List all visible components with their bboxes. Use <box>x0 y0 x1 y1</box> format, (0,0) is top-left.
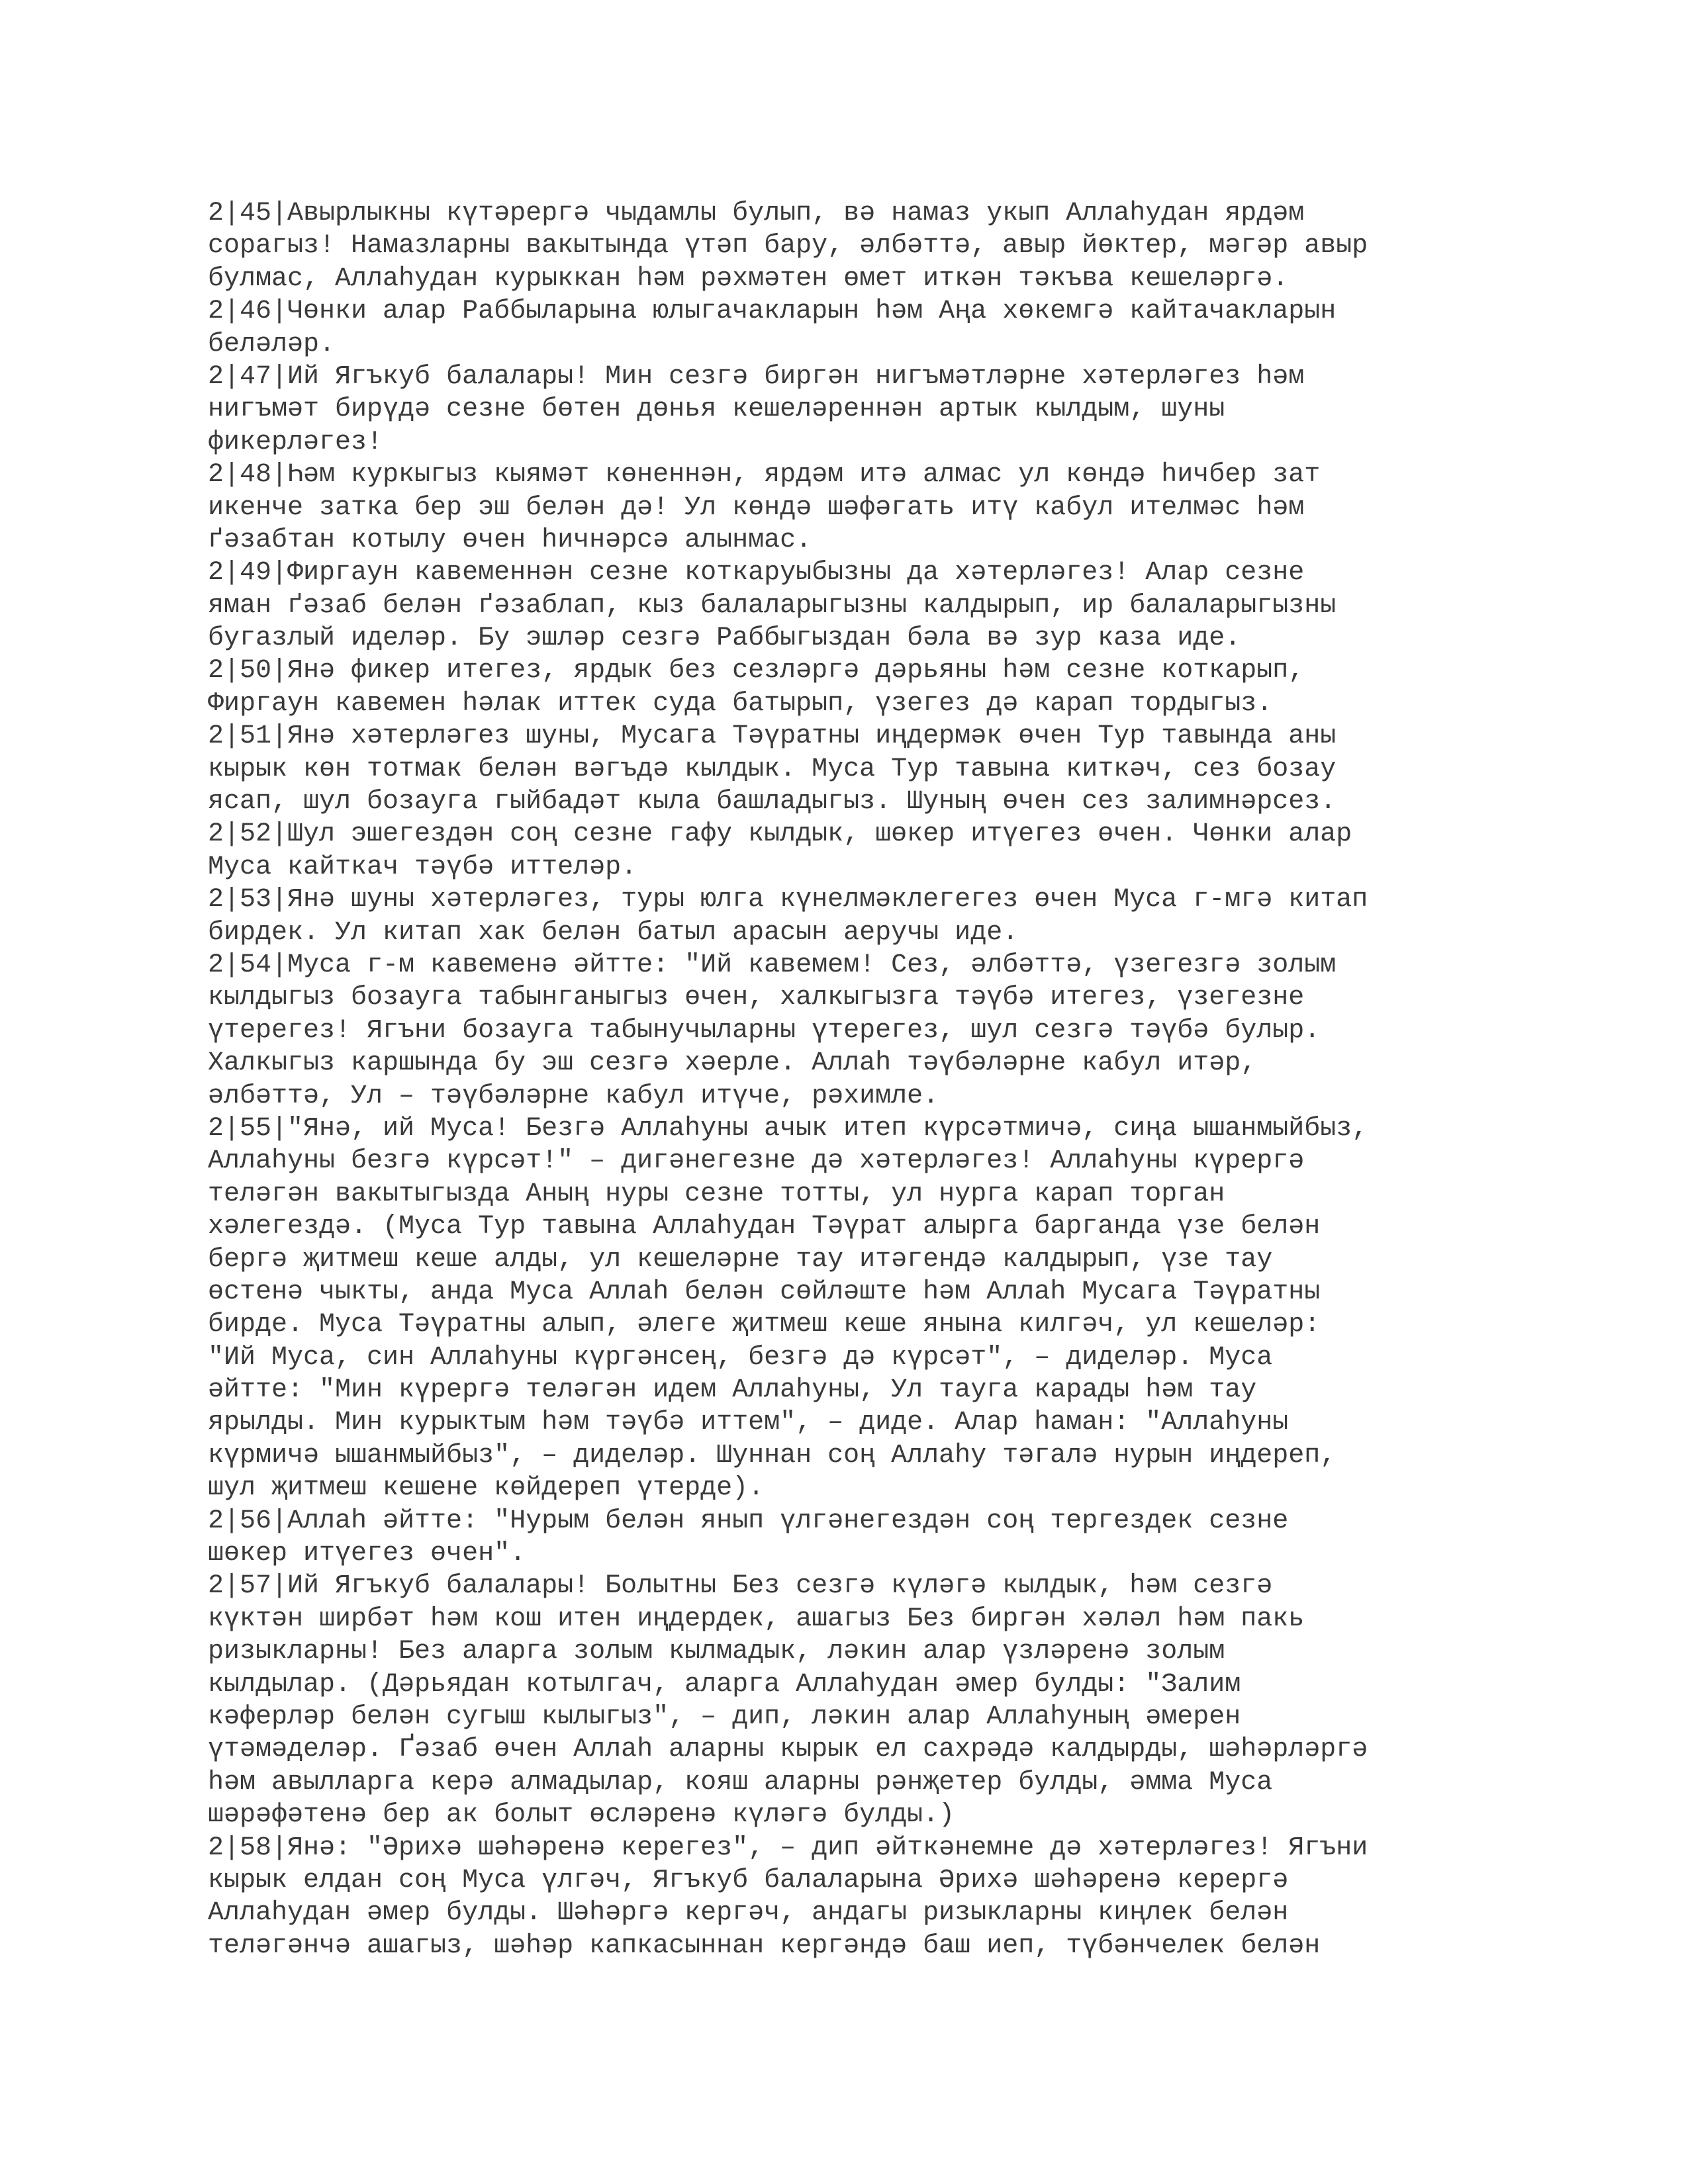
text-line: 2|57|Ий Ягъкуб балалары! Болытны Без сезгә күләгә кылдык, һәм сезгә <box>208 1571 1273 1602</box>
text-line: сорагыз! Намазларны вакытында үтәп бару, әлбәттә, авыр йөктер, мәгәр авыр <box>208 231 1368 261</box>
text-line: 2|47|Ий Ягъкуб балалары! Мин сезгә биргән нигъмәтләрне хәтерләгез һәм <box>208 361 1305 392</box>
text-line: кәферләр белән сугыш кылыгыз", – дип, ләкин алар Аллаһуның әмерен <box>208 1702 1241 1732</box>
text-line: теләгән вакытыгызда Аның нуры сезне тотты, ул нурга карап торган <box>208 1179 1225 1209</box>
text-line: "Ий Муса, син Аллаһуны күргәнсең, безгә дә күрсәт", – диделәр. Муса <box>208 1342 1273 1373</box>
text-line: кылдылар. (Дәрьядан котылгач, аларга Аллаһудан әмер булды: "Залим <box>208 1669 1241 1700</box>
text-line: 2|58|Янә: "Әрихә шәһәренә керегез", – дип әйткәнемне дә хәтерләгез! Ягъни <box>208 1833 1368 1863</box>
text-line: шөкер итүегез өчен". <box>208 1539 526 1569</box>
text-line: Халкыгыз каршында бу эш сезгә хәерле. Аллаһ тәүбәләрне кабул итәр, <box>208 1048 1257 1079</box>
text-line: теләгәнчә ашагыз, шәһәр капкасыннан кергәндә баш иеп, түбәнчелек белән <box>208 1931 1321 1961</box>
text-line: 2|55|"Янә, ий Муса! Безгә Аллаһуны ачык итеп күрсәтмичә, сиңа ышанмыйбыз, <box>208 1113 1368 1144</box>
text-line: Фиргаун кавемен һәлак иттек суда батырып, үзегез дә карап тордыгыз. <box>208 688 1273 719</box>
text-line: күрмичә ышанмыйбыз", – диделәр. Шуннан соң Аллаһу тәгалә нурын иңдереп, <box>208 1440 1336 1471</box>
text-line: Аллаһудан әмер булды. Шәһәргә кергәч, андагы ризыкларны киңлек белән <box>208 1898 1289 1929</box>
text-line: күктән ширбәт һәм кош итен иңдердек, ашагыз Без биргән хәләл һәм пакь <box>208 1604 1305 1634</box>
text-line: хәлегездә. (Муса Тур тавына Аллаһудан Тәүрат алырга барганда үзе белән <box>208 1212 1321 1242</box>
text-line: нигъмәт бирүдә сезне бөтен дөнья кешеләреннән артык кылдым, шуны <box>208 394 1225 425</box>
text-line: бергә җитмеш кеше алды, ул кешеләрне тау итәгендә калдырып, үзе тау <box>208 1244 1273 1275</box>
text-line: 2|49|Фиргаун кавеменнән сезне коткаруыбызны да хәтерләгез! Алар сезне <box>208 558 1305 588</box>
text-line: өстенә чыкты, анда Муса Аллаһ белән сөйләште һәм Аллаһ Мусага Тәүратны <box>208 1277 1321 1307</box>
text-line: икенче затка бер эш белән дә! Ул көндә шәфәгать итү кабул ителмәс һәм <box>208 492 1305 523</box>
text-line: ясап, шул бозауга гыйбадәт кыла башладыгыз. Шуның өчен сез залимнәрсез. <box>208 787 1336 817</box>
text-line: бугазлый иделәр. Бу эшләр сезгә Раббыгыздан бәла вә зур каза иде. <box>208 623 1241 654</box>
text-line: беләләр. <box>208 329 336 359</box>
text-line: 2|51|Янә хәтерләгез шуны, Мусага Тәүратны иңдермәк өчен Тур тавында аны <box>208 721 1336 752</box>
text-line: Аллаһуны безгә күрсәт!" – дигәнегезне дә хәтерләгез! Аллаһуны күрергә <box>208 1146 1305 1177</box>
text-line: Муса кайткач тәүбә иттеләр. <box>208 852 637 882</box>
text-line: 2|48|Һәм куркыгыз кыямәт көненнән, ярдәм итә алмас ул көндә һичбер зат <box>208 460 1321 490</box>
text-line: 2|45|Авырлыкны күтәрергә чыдамлы булып, вә намаз укып Аллаһудан ярдәм <box>208 199 1305 228</box>
text-line: кырык елдан соң Муса үлгәч, Ягъкуб балаларына Әрихә шәһәренә керергә <box>208 1865 1289 1895</box>
text-line: һәм авылларга керә алмадылар, кояш аларны рәнҗетер булды, әмма Муса <box>208 1767 1273 1797</box>
text-line: ризыкларны! Без аларга золым кылмадык, ләкин алар үзләренә золым <box>208 1637 1225 1667</box>
text-line: шәрәфәтенә бер ак болыт өсләренә күләгә булды.) <box>208 1800 955 1831</box>
text-line: 2|56|Аллаһ әйтте: "Нурым белән янып үлгәнегездән соң тергездек сезне <box>208 1506 1289 1536</box>
text-line: үтерегез! Ягъни бозауга табынучыларны үтерегез, шул сезгә тәүбә булыр. <box>208 1015 1321 1046</box>
text-line: яман ґәзаб белән ґәзаблап, кыз балаларыгызны калдырып, ир балаларыгызны <box>208 590 1336 621</box>
text-line: 2|52|Шул эшегездән соң сезне гафу кылдык, шөкер итүегез өчен. Чөнки алар <box>208 819 1352 850</box>
text-line: кылдыгыз бозауга табынганыгыз өчен, халкыгызга тәүбә итегез, үзегезне <box>208 983 1305 1013</box>
text-line: ярылды. Мин курыктым һәм тәүбә иттем", – диде. Алар һаман: "Аллаһуны <box>208 1408 1289 1438</box>
text-line: әлбәттә, Ул – тәүбәләрне кабул итүче, рәхимле. <box>208 1081 939 1111</box>
text-line: бирдек. Ул китап хак белән батыл арасын аеручы иде. <box>208 917 1019 948</box>
document-page <box>208 197 1505 1962</box>
text-line: булмас, Аллаһудан курыккан һәм рәхмәтен өмет иткән тәкъва кешеләргә. <box>208 263 1289 294</box>
text-line: 2|50|Янә фикер итегез, ярдык без сезләргә дәрьяны һәм сезне коткарып, <box>208 656 1305 686</box>
text-line: шул җитмеш кешене көйдереп үтерде). <box>208 1473 765 1504</box>
text-line: 2|46|Чөнки алар Раббыларына юлыгачакларын һәм Аңа хөкемгә кайтачакларын <box>208 296 1336 327</box>
text-line: 2|53|Янә шуны хәтерләгез, туры юлга күнелмәклегегез өчен Муса г-мгә китап <box>208 885 1368 915</box>
text-line: ґәзабтан котылу өчен һичнәрсә алынмас. <box>208 525 812 555</box>
text-line: бирде. Муса Тәүратны алып, әлеге җитмеш кеше янына килгәч, ул кешеләр: <box>208 1310 1321 1340</box>
text-line: фикерләгез! <box>208 427 383 457</box>
text-line: 2|54|Муса г-м кавеменә әйтте: "Ий кавемем! Сез, әлбәттә, үзегезгә золым <box>208 950 1336 980</box>
text-line: әйтте: "Мин күрергә теләгән идем Аллаһуны, Ул тауга карады һәм тау <box>208 1375 1257 1406</box>
text-line: кырык көн тотмак белән вәгъдә кылдык. Муса Тур тавына киткәч, сез бозау <box>208 754 1336 784</box>
text-line: үтәмәделәр. Ґәзаб өчен Аллаһ аларны кырык ел сахрәдә калдырды, шәһәрләргә <box>208 1735 1368 1765</box>
